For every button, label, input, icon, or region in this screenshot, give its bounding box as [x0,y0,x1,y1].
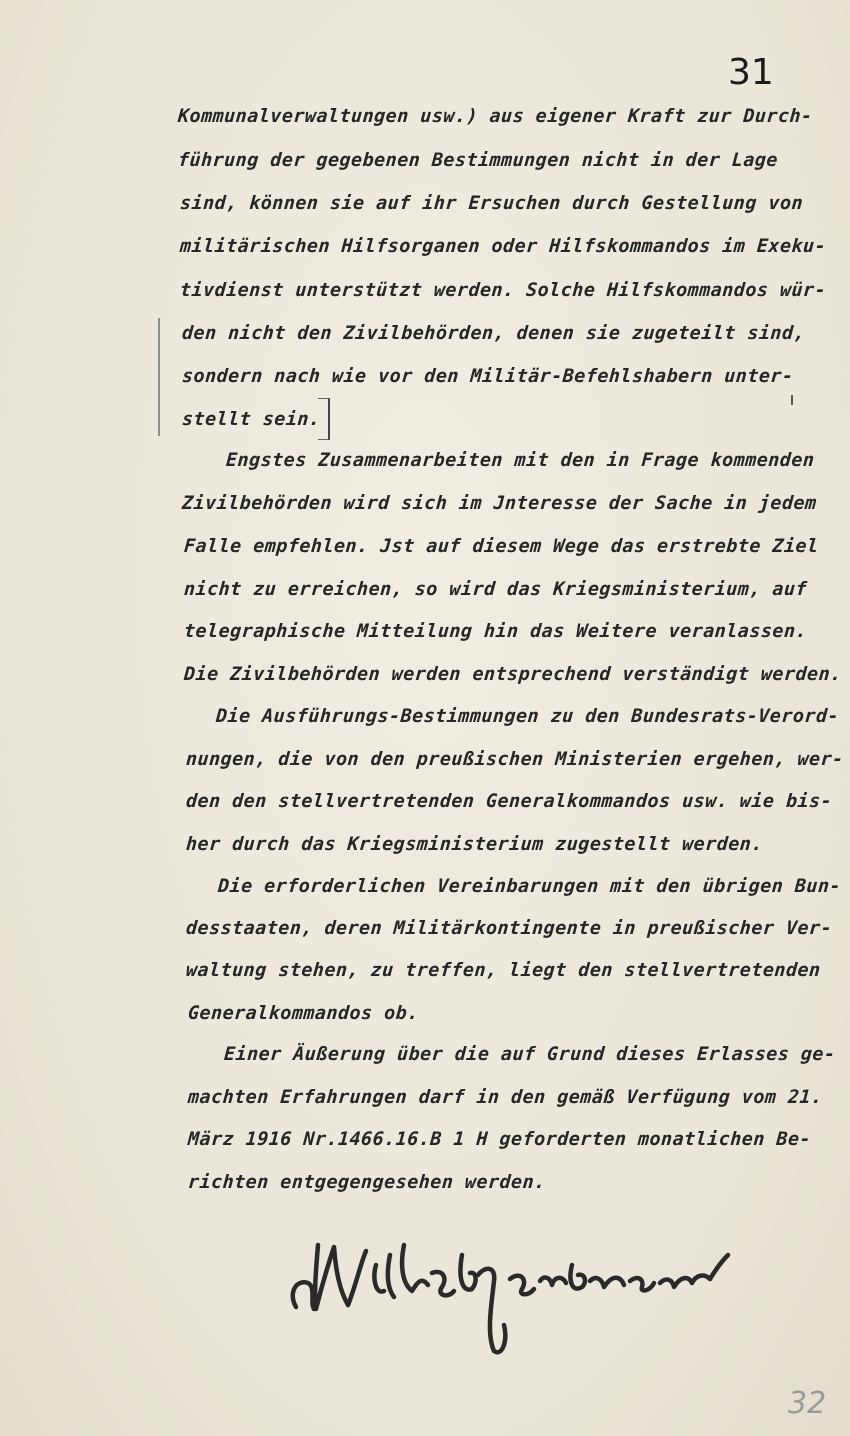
paragraph-start: Engstes Zusammenarbeiten mit den in Frage kommenden [225,450,816,471]
stray-pencil-mark [791,395,793,405]
text-line: tivdienst unterstützt werden. Solche Hilfskommandos wür- [179,280,827,301]
paragraph-start: Einer Äußerung über die auf Grund dieses Erlasses ge- [223,1044,837,1065]
text-line: Die Zivilbehörden werden entsprechend verständigt werden. [183,664,843,685]
margin-bracket-mark [158,318,160,436]
text-line: Generalkommandos ob. [187,1003,420,1024]
paragraph-start: Die Ausführungs-Bestimmungen zu den Bundesrats-Verord- [215,706,840,727]
text-line: her durch das Kriegsministerium zugestellt werden. [185,834,764,855]
text-line: den nicht den Zivilbehörden, denen sie zugeteilt sind, [181,323,806,344]
text-line: Zivilbehörden wird sich im Jnteresse der Sache in jedem [181,493,818,514]
text-line: desstaaten, deren Militärkontingente in preußischer Ver- [185,918,833,939]
text-line: den den stellvertretenden Generalkommandos usw. wie bis- [185,791,833,812]
paragraph-start: Die erforderlichen Vereinbarungen mit den übrigen Bun- [217,876,842,897]
page-number: 31 [728,52,774,93]
text-line: Kommunalverwaltungen usw.) aus eigener Kraft zur Durch- [177,106,814,127]
text-line: stellt sein. [181,409,322,430]
text-line: sind, können sie auf ihr Ersuchen durch Gestellung von [179,193,804,214]
text-line: sondern nach wie vor den Militär-Befehlshabern unter- [181,366,795,387]
text-line: nicht zu erreichen, so wird das Kriegsministerium, auf [183,579,808,600]
text-line: nungen, die von den preußischen Ministerien ergehen, wer- [185,749,845,770]
text-line: militärischen Hilfsorganen oder Hilfskommandos im Exeku- [179,236,827,257]
text-line: waltung stehen, zu treffen, liegt den stellvertretenden [185,960,822,981]
text-line: Falle empfehlen. Jst auf diesem Wege das erstrebte Ziel [183,536,820,557]
archive-number: 32 [788,1386,827,1421]
text-line: richten entgegengesehen werden. [187,1172,547,1193]
handwritten-signature [282,1225,742,1365]
text-line: führung der gegebenen Bestimmungen nicht in der Lage [177,150,779,171]
text-line: März 1916 Nr.1466.16.B 1 H geforderten monatlichen Be- [187,1129,812,1150]
text-line: telegraphische Mitteilung hin das Weitere veranlassen. [183,621,808,642]
text-line: machten Erfahrungen darf in den gemäß Verfügung vom 21. [187,1087,824,1108]
